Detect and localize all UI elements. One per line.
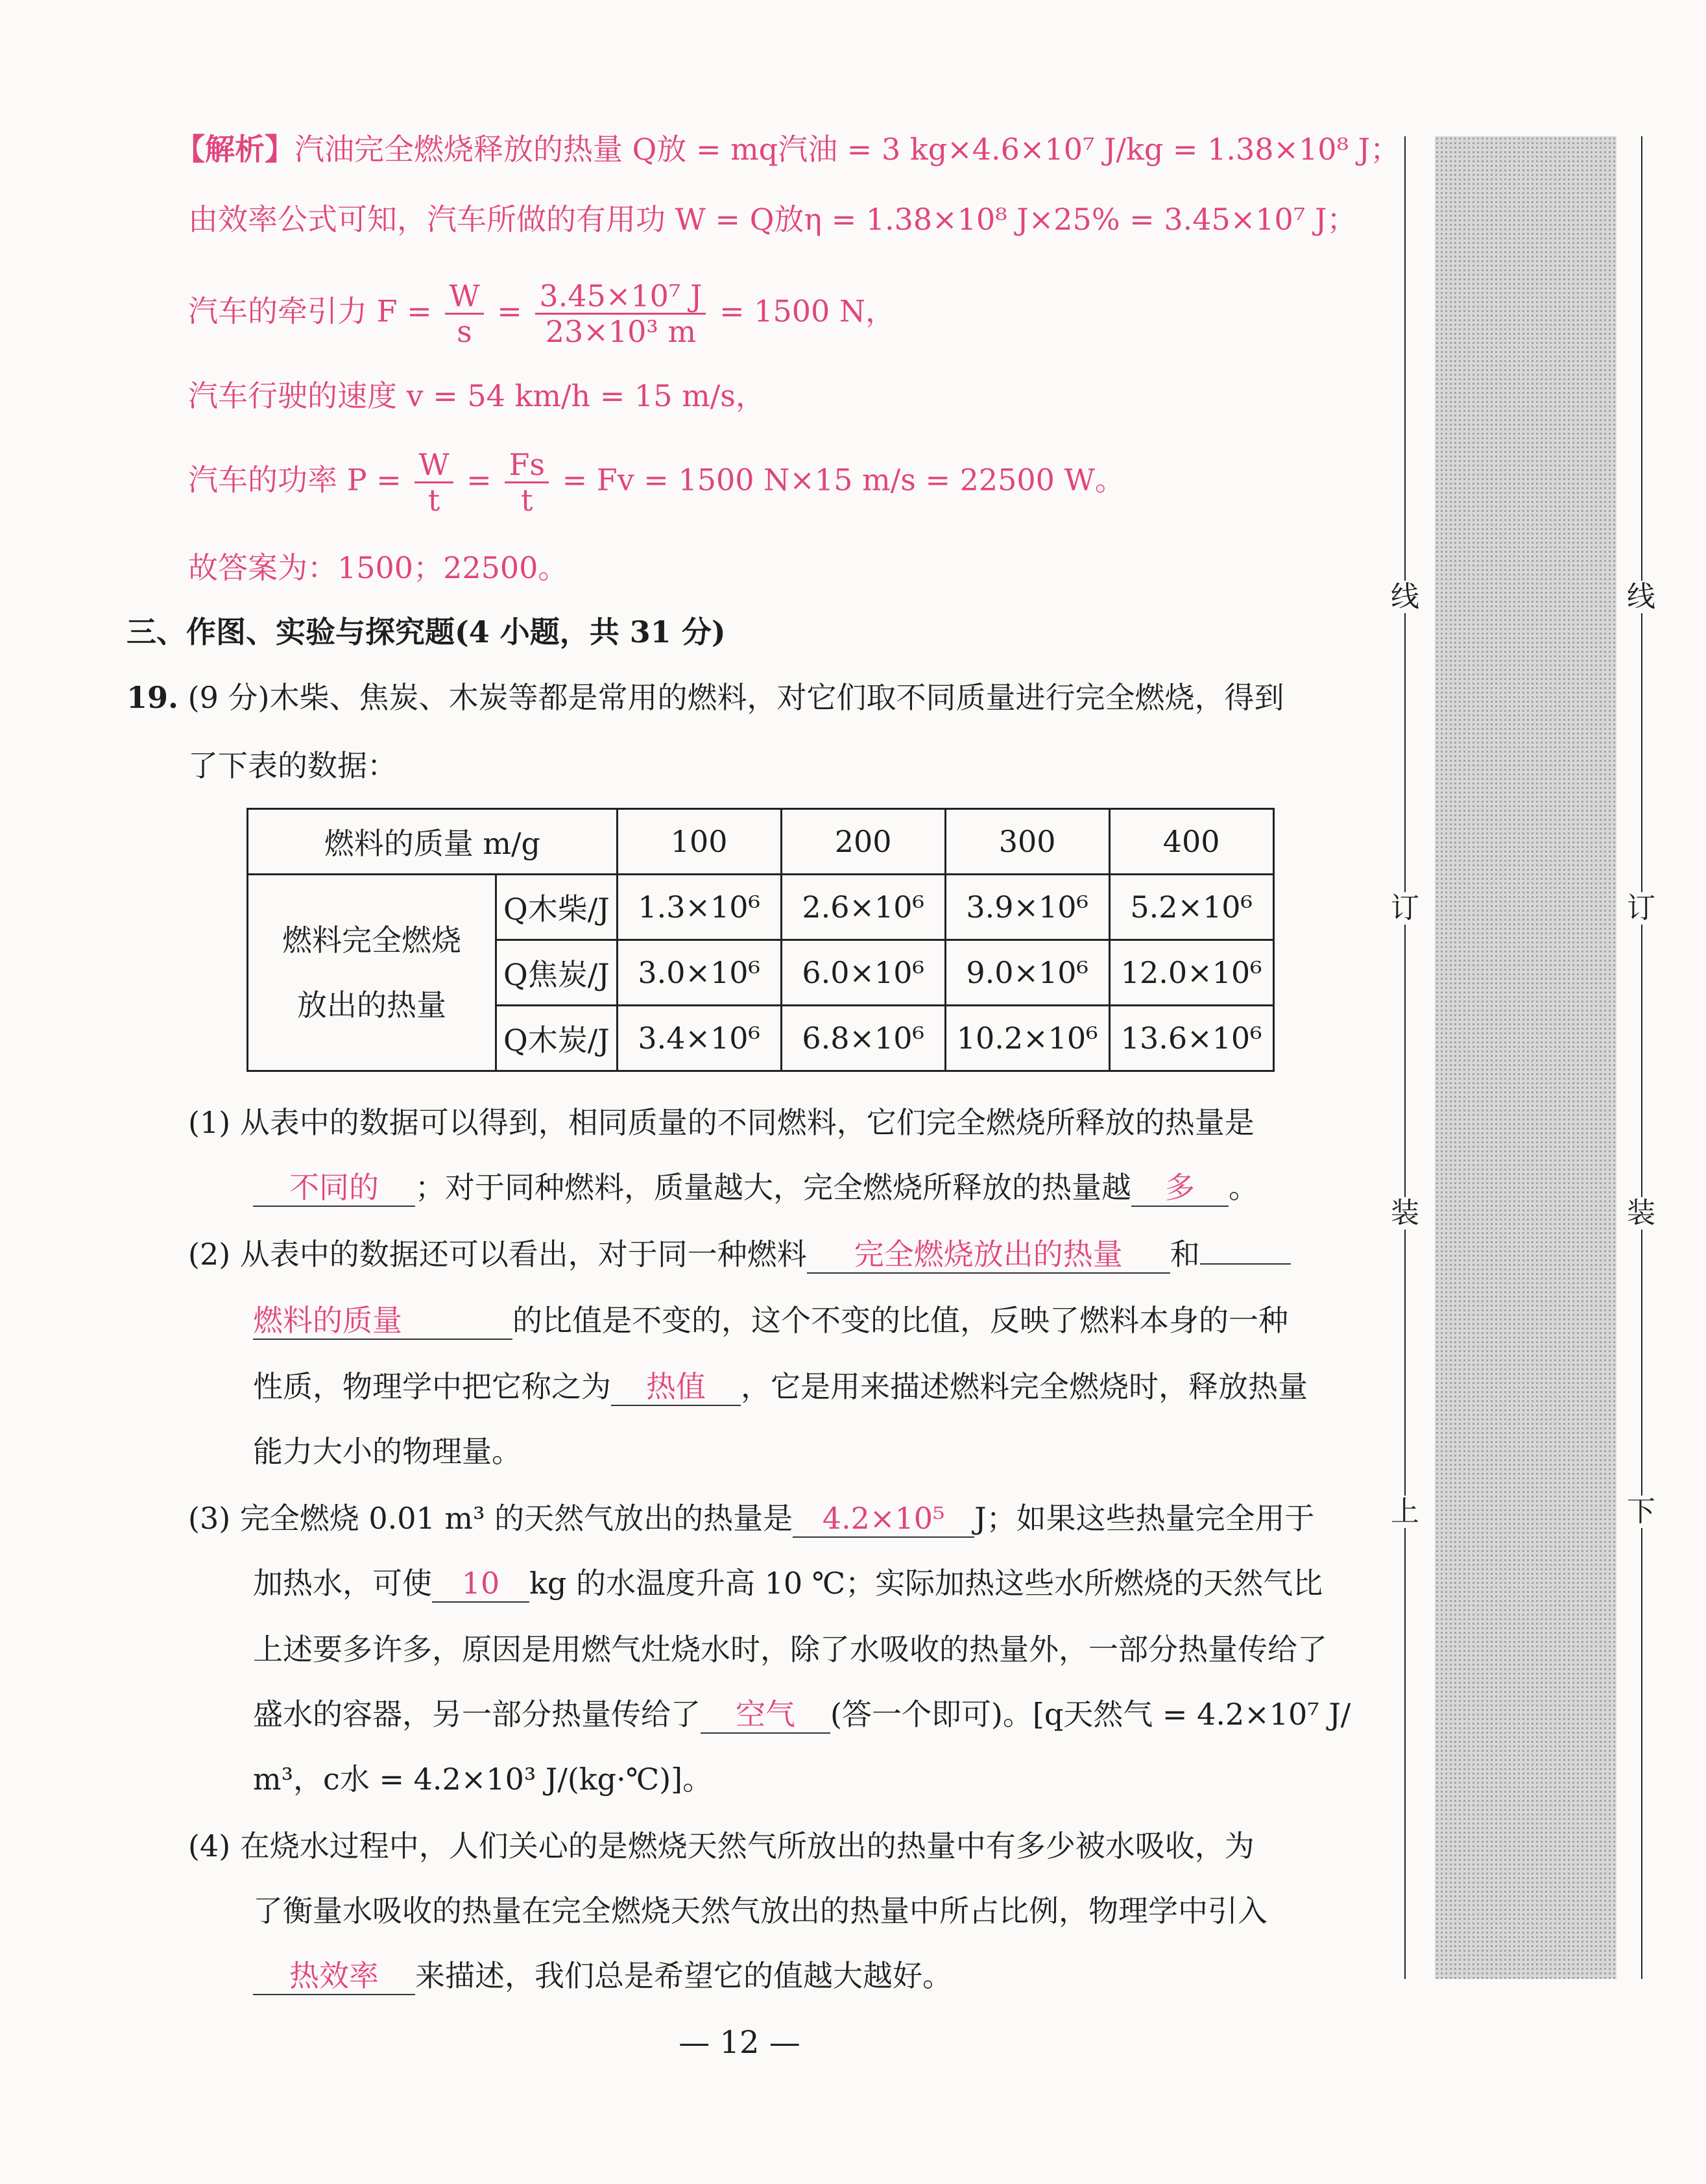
binding-label-left: 线 [1386,581,1424,613]
binding-line-left [1404,136,1406,1979]
table-mass: 200 [781,809,945,875]
fuel-data-table [246,808,1275,1072]
table-header-row [248,809,1274,875]
table-row [248,875,1274,940]
binding-strip [1435,136,1616,1979]
part2-text-b: 和 [1170,1237,1200,1272]
table-group-label [248,875,496,1071]
part4-text: 来描述，我们总是希望它的值越大越好。 [415,1958,952,1993]
part2-line-4: 能力大小的物理量。 [253,1434,522,1469]
answer-blank[interactable]: 不同的 [253,1169,415,1207]
frac-den: 23×10³ m [545,314,697,349]
solution-l1-formula: Q放 = mq汽油 = 3 kg×4.6×10⁷ J/kg = 1.38×10⁸ J； [632,132,1400,167]
answer-blank[interactable]: 燃料的质量 [253,1302,512,1340]
part3-line-3: 上述要多许多，原因是用燃气灶烧水时，除了水吸收的热量外，一部分热量传给了 [253,1632,1327,1667]
part2-text-e: ，它是用来描述燃料完全燃烧时，释放热量 [741,1369,1308,1404]
answer-blank[interactable]: 空气 [701,1696,830,1734]
part4-line-2: 了衡量水吸收的热量在完全燃烧天然气放出的热量中所占比例，物理学中引入 [253,1893,1267,1928]
solution-line-2: 由效率公式可知，汽车所做的有用功 W = Q放η = 1.38×10⁸ J×25% = 3.45×10⁷ J； [188,202,1357,237]
binding-label-left: 订 [1386,892,1424,925]
binding-label-right: 装 [1622,1197,1661,1230]
part3-line-4 [253,1695,1351,1734]
part2-text-c: 的比值是不变的，这个不变的比值，反映了燃料本身的一种 [512,1303,1288,1338]
part3-text-d: kg 的水温度升高 10 ℃；实际加热这些水所燃烧的天然气比 [529,1566,1323,1601]
row-label: Q木炭/J [496,1006,618,1071]
part2-text-d: 性质，物理学中把它称之为 [253,1369,611,1404]
part3-text-e: 盛水的容器，另一部分热量传给了 [253,1697,701,1732]
section-title: 三、作图、实验与探究题(4 小题，共 31 分) [126,614,726,649]
part3-text-c: 加热水，可使 [253,1566,432,1601]
part3-line-5: m³，c水 = 4.2×10³ J/(kg·℃)]。 [253,1762,713,1797]
part2-text-a: (2) 从表中的数据还可以看出，对于同一种燃料 [188,1237,807,1272]
table-cell: 2.6×10⁶ [781,875,945,940]
frac-den: s [457,314,472,349]
table-cell: 6.0×10⁶ [781,940,945,1006]
table-cell: 9.0×10⁶ [945,940,1109,1006]
binding-line-right [1641,136,1642,1979]
table-cell: 3.4×10⁶ [617,1006,781,1071]
part3-text-a: (3) 完全燃烧 0.01 m³ 的天然气放出的热量是 [188,1501,793,1536]
l3-prefix: 汽车的牵引力 F = [188,293,432,329]
answer-blank[interactable]: 热值 [611,1368,741,1406]
table-mass: 300 [945,809,1109,875]
answer-blank-continued [1200,1263,1291,1265]
answer-blank[interactable]: 10 [432,1565,529,1603]
frac-num: W [414,448,453,483]
table-cell: 13.6×10⁶ [1109,1006,1273,1071]
frac-den: t [427,483,440,518]
page-number: — 12 — [679,2024,800,2061]
part1-mid: ；对于同种燃料，质量越大，完全燃烧所释放的热量越 [415,1170,1131,1205]
row-label: Q焦炭/J [496,940,618,1006]
l5-prefix: 汽车的功率 P = [188,462,402,498]
part4-line-1: (4) 在烧水过程中，人们关心的是燃烧天然气所放出的热量中有多少被水吸收，为 [188,1828,1255,1863]
binding-label-left: 上 [1386,1496,1424,1528]
frac-num: Fs [505,448,549,483]
part3-text-f: (答一个即可)。[q天然气 = 4.2×10⁷ J/ [830,1697,1351,1732]
table-cell: 3.9×10⁶ [945,875,1109,940]
table-cell: 3.0×10⁶ [617,940,781,1006]
table-cell: 5.2×10⁶ [1109,875,1273,940]
answer-blank[interactable]: 完全燃烧放出的热量 [807,1236,1170,1274]
part1-line-2 [253,1168,1258,1207]
answer-blank[interactable]: 热效率 [253,1958,415,1995]
frac-num: 3.45×10⁷ J [535,279,706,315]
binding-label-left: 装 [1386,1197,1424,1230]
binding-label-right: 下 [1622,1496,1661,1528]
solution-line-1 [175,130,1400,169]
part1-line-1: (1) 从表中的数据可以得到，相同质量的不同燃料，它们完全燃烧所释放的热量是 [188,1105,1255,1140]
part4-line-3 [253,1956,952,1995]
frac-den: t [520,483,533,518]
fraction-w-t [414,448,453,517]
table-mass: 400 [1109,809,1273,875]
l3-suffix: = 1500 N， [719,293,896,329]
part2-line-1 [188,1235,1291,1274]
binding-label-right: 订 [1622,892,1661,925]
group-label-1: 燃料完全燃烧 [282,923,461,958]
solution-tag: 【解析】 [175,132,294,167]
table-mass: 100 [617,809,781,875]
row-label: Q木柴/J [496,875,618,940]
part3-text-b: J；如果这些热量完全用于 [974,1501,1315,1536]
part3-line-2 [253,1564,1323,1603]
solution-line-6: 故答案为：1500；22500。 [188,550,568,585]
q19-intro-line-1 [126,678,1284,717]
q19-intro-1: (9 分)木柴、焦炭、木炭等都是常用的燃料，对它们取不同质量进行完全燃烧，得到 [187,680,1284,715]
solution-line-3: 汽车的牵引力 F = $\frac{W}{s}$ = $\frac{\text{3.45×10⁷ J}}{\text{23×10³ m}}$ = 1500 N， [188,278,896,349]
solution-line-4: 汽车行驶的速度 v = 54 km/h = 15 m/s， [188,378,765,413]
table-header-label: 燃料的质量 m/g [248,809,618,875]
binding-label-right: 线 [1622,581,1661,613]
fraction-fs-t [505,448,549,517]
solution-line-5: 汽车的功率 P = $\frac{W}{t}$ = $\frac{Fs}{t}$ = Fv = 1500 N×15 m/s = 22500 W。 [188,447,1125,518]
part3-line-1 [188,1499,1315,1538]
table-cell: 6.8×10⁶ [781,1006,945,1071]
fraction-values [535,279,706,348]
table-cell: 1.3×10⁶ [617,875,781,940]
q19-intro-line-2: 了下表的数据： [188,748,397,783]
part2-line-3 [253,1367,1308,1406]
frac-num: W [445,279,483,315]
answer-blank[interactable]: 多 [1131,1169,1229,1207]
table-cell: 12.0×10⁶ [1109,940,1273,1006]
fraction-w-s [445,279,483,348]
part2-line-2 [253,1301,1288,1340]
answer-blank[interactable]: 4.2×10⁵ [793,1500,974,1538]
l5-suffix: = Fv = 1500 N×15 m/s = 22500 W。 [562,462,1125,498]
table-cell: 10.2×10⁶ [945,1006,1109,1071]
solution-l1-text: 汽油完全燃烧释放的热量 [294,132,632,167]
question-number: 19. [126,680,179,715]
group-label-2: 放出的热量 [297,988,446,1023]
part1-end: 。 [1229,1170,1258,1205]
